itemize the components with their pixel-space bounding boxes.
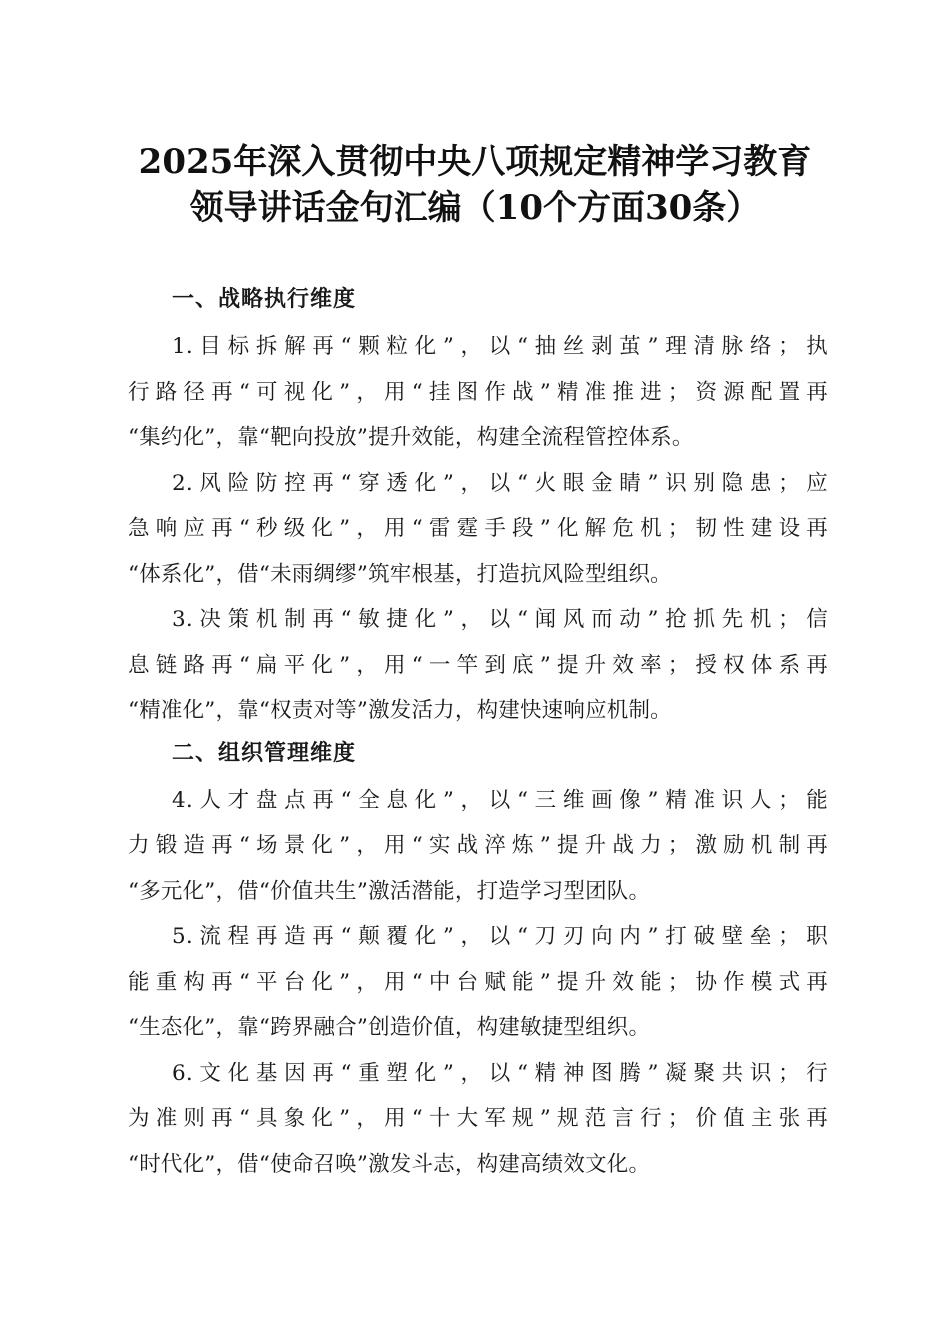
- paragraph-line: 4.人才盘点再“全息化”，以“三维画像”精准识人；能: [172, 787, 828, 813]
- paragraph-line: “时代化”，借“使命召唤”激发斗志，构建高绩效文化。: [128, 1151, 651, 1177]
- paragraph-line: “生态化”，靠“跨界融合”创造价值，构建敏捷型组织。: [128, 1015, 651, 1040]
- paragraph-line: 力锻造再“场景化”，用“实战淬炼”提升战力；激励机制再: [128, 833, 828, 858]
- paragraph-line: “多元化”，借“价值共生”激活潜能，打造学习型团队。: [128, 878, 651, 904]
- paragraph-line: 1.目标拆解再“颗粒化”，以“抽丝剥茧”理清脉络；执: [172, 334, 828, 359]
- section-strategy-execution: [128, 282, 828, 734]
- paragraph-line: 6.文化基因再“重塑化”，以“精神图腾”凝聚共识；行: [172, 1060, 828, 1086]
- paragraph-line: “精准化”，靠“权责对等”激发活力，构建快速响应机制。: [128, 698, 672, 723]
- document-title-line-1: 2025年深入贯彻中央八项规定精神学习教育: [138, 142, 812, 182]
- paragraph-line: 息链路再“扁平化”，用“一竿到底”提升效率；授权体系再: [128, 652, 828, 678]
- paragraph-line: “体系化”，借“未雨绸缪”筑牢根基，打造抗风险型组织。: [128, 561, 672, 587]
- paragraph-line: 急响应再“秒级化”，用“雷霆手段”化解危机；韧性建设再: [128, 516, 828, 541]
- paragraph-line: 5.流程再造再“颠覆化”，以“刀刃向内”打破壁垒；职: [172, 924, 828, 949]
- paragraph-item-5: [128, 914, 828, 1051]
- paragraph-line: “集约化”，靠“靶向投放”提升效能，构建全流程管控体系。: [128, 425, 694, 450]
- document-title-line-2: 领导讲话金句汇编（10个方面30条）: [189, 188, 761, 228]
- paragraph-item-3: [128, 597, 828, 734]
- section-heading: 一、战略执行维度: [172, 287, 357, 312]
- document-body: [128, 282, 828, 1187]
- section-heading: 二、组织管理维度: [172, 740, 357, 766]
- paragraph-item-1: [128, 324, 828, 461]
- paragraph-line: 为准则再“具象化”，用“十大军规”规范言行；价值主张再: [128, 1106, 828, 1131]
- paragraph-item-2: [128, 461, 828, 598]
- section-organization-management: [128, 736, 828, 1188]
- paragraph-item-4: [128, 778, 828, 915]
- paragraph-line: 2.风险防控再“穿透化”，以“火眼金睛”识别隐患；应: [172, 470, 828, 496]
- paragraph-line: 3.决策机制再“敏捷化”，以“闻风而动”抢抓先机；信: [172, 607, 828, 632]
- paragraph-line: 行路径再“可视化”，用“挂图作战”精准推进；资源配置再: [128, 379, 828, 405]
- paragraph-item-6: [128, 1051, 828, 1188]
- paragraph-line: 能重构再“平台化”，用“中台赋能”提升效能；协作模式再: [128, 969, 828, 995]
